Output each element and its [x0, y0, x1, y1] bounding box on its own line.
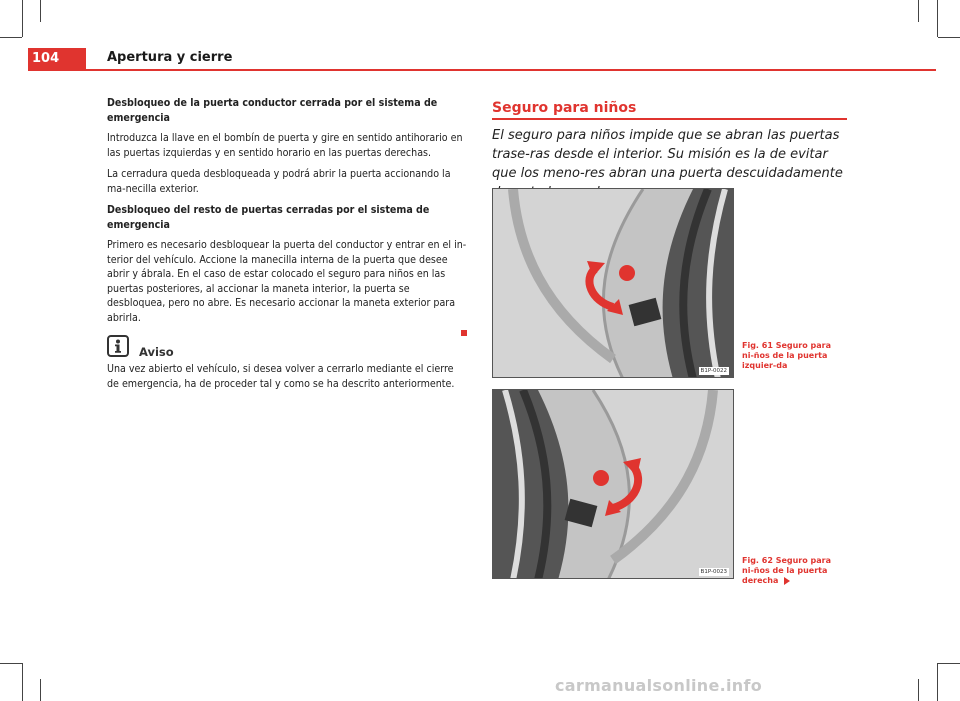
- figure-number: Fig. 62: [742, 556, 773, 565]
- section-title: Seguro para niños: [492, 100, 637, 116]
- right-door-illustration: [493, 390, 734, 579]
- header-rule: [28, 69, 936, 71]
- figure-caption: [742, 341, 842, 371]
- section-rule: [492, 118, 847, 120]
- page-number: 104: [28, 48, 86, 70]
- figure-left-door: [492, 188, 734, 378]
- figure-code: B1P-0023: [700, 569, 727, 575]
- crop-mark: [918, 0, 919, 22]
- heading-driver-door: Desbloqueo de la puerta conductor cerrada por el sistema de emergencia: [107, 97, 438, 124]
- info-icon: [107, 335, 129, 357]
- crop-mark: [0, 663, 22, 664]
- figure-number: Fig. 61: [742, 341, 773, 350]
- left-door-illustration: [493, 189, 734, 378]
- header-title: Apertura y cierre: [107, 50, 233, 65]
- left-column: [107, 96, 467, 398]
- crop-mark: [937, 663, 938, 701]
- crop-mark: [40, 679, 41, 701]
- figure-caption-text: Seguro para ni-ños de la puerta derecha: [742, 556, 831, 585]
- crop-mark: [22, 663, 23, 701]
- aviso-title: Aviso: [139, 344, 174, 359]
- figure-right-door: [492, 389, 734, 579]
- figure-code: B1P-0022: [700, 368, 727, 374]
- crop-mark: [22, 0, 23, 37]
- continue-arrow-icon: [784, 577, 790, 585]
- footer-watermark: carmanualsonline.info: [555, 676, 763, 695]
- figure-caption-text: Seguro para ni-ños de la puerta izquier-da: [742, 341, 831, 370]
- crop-mark: [40, 0, 41, 22]
- paragraph: Introduzca la llave en el bombín de puerta y gire en sentido antihorario en las puertas izquierdas y en sentido horario en las puertas derechas.: [107, 132, 463, 159]
- crop-mark: [938, 663, 960, 664]
- paragraph: Primero es necesario desbloquear la puerta del conductor y entrar en el in-terior del vehículo. Accione la manecilla interna de la puerta que desee abrir y ábrala. En el caso de estar colocado el seguro para niños en las puertas posteriores, al accionar la maneta interior, la puerta se desbloquea, pero no abre. Es necesario accionar la maneta exterior para abrirla.: [107, 239, 467, 324]
- section-end-mark: [461, 330, 467, 336]
- intro-text: El seguro para niños impide que se abran las puertas trase-ras desde el interior. Su misión es la de evitar que los meno-res abran una puerta descuidadamente: [492, 128, 843, 181]
- crop-mark: [938, 37, 960, 38]
- crop-mark: [937, 0, 938, 37]
- aviso-text: Una vez abierto el vehículo, si desea volver a cerrarlo mediante el cierre de emergencia, ha de proceder tal y como se ha descrito anteriormente.: [107, 363, 455, 390]
- crop-mark: [0, 37, 22, 38]
- heading-other-doors: Desbloqueo del resto de puertas cerradas por el sistema de emergencia: [107, 204, 430, 231]
- aviso-block: [107, 335, 467, 357]
- paragraph: La cerradura queda desbloqueada y podrá abrir la puerta accionando la ma-necilla exterior.: [107, 168, 451, 195]
- figure-caption: [742, 556, 842, 586]
- crop-mark: [918, 679, 919, 701]
